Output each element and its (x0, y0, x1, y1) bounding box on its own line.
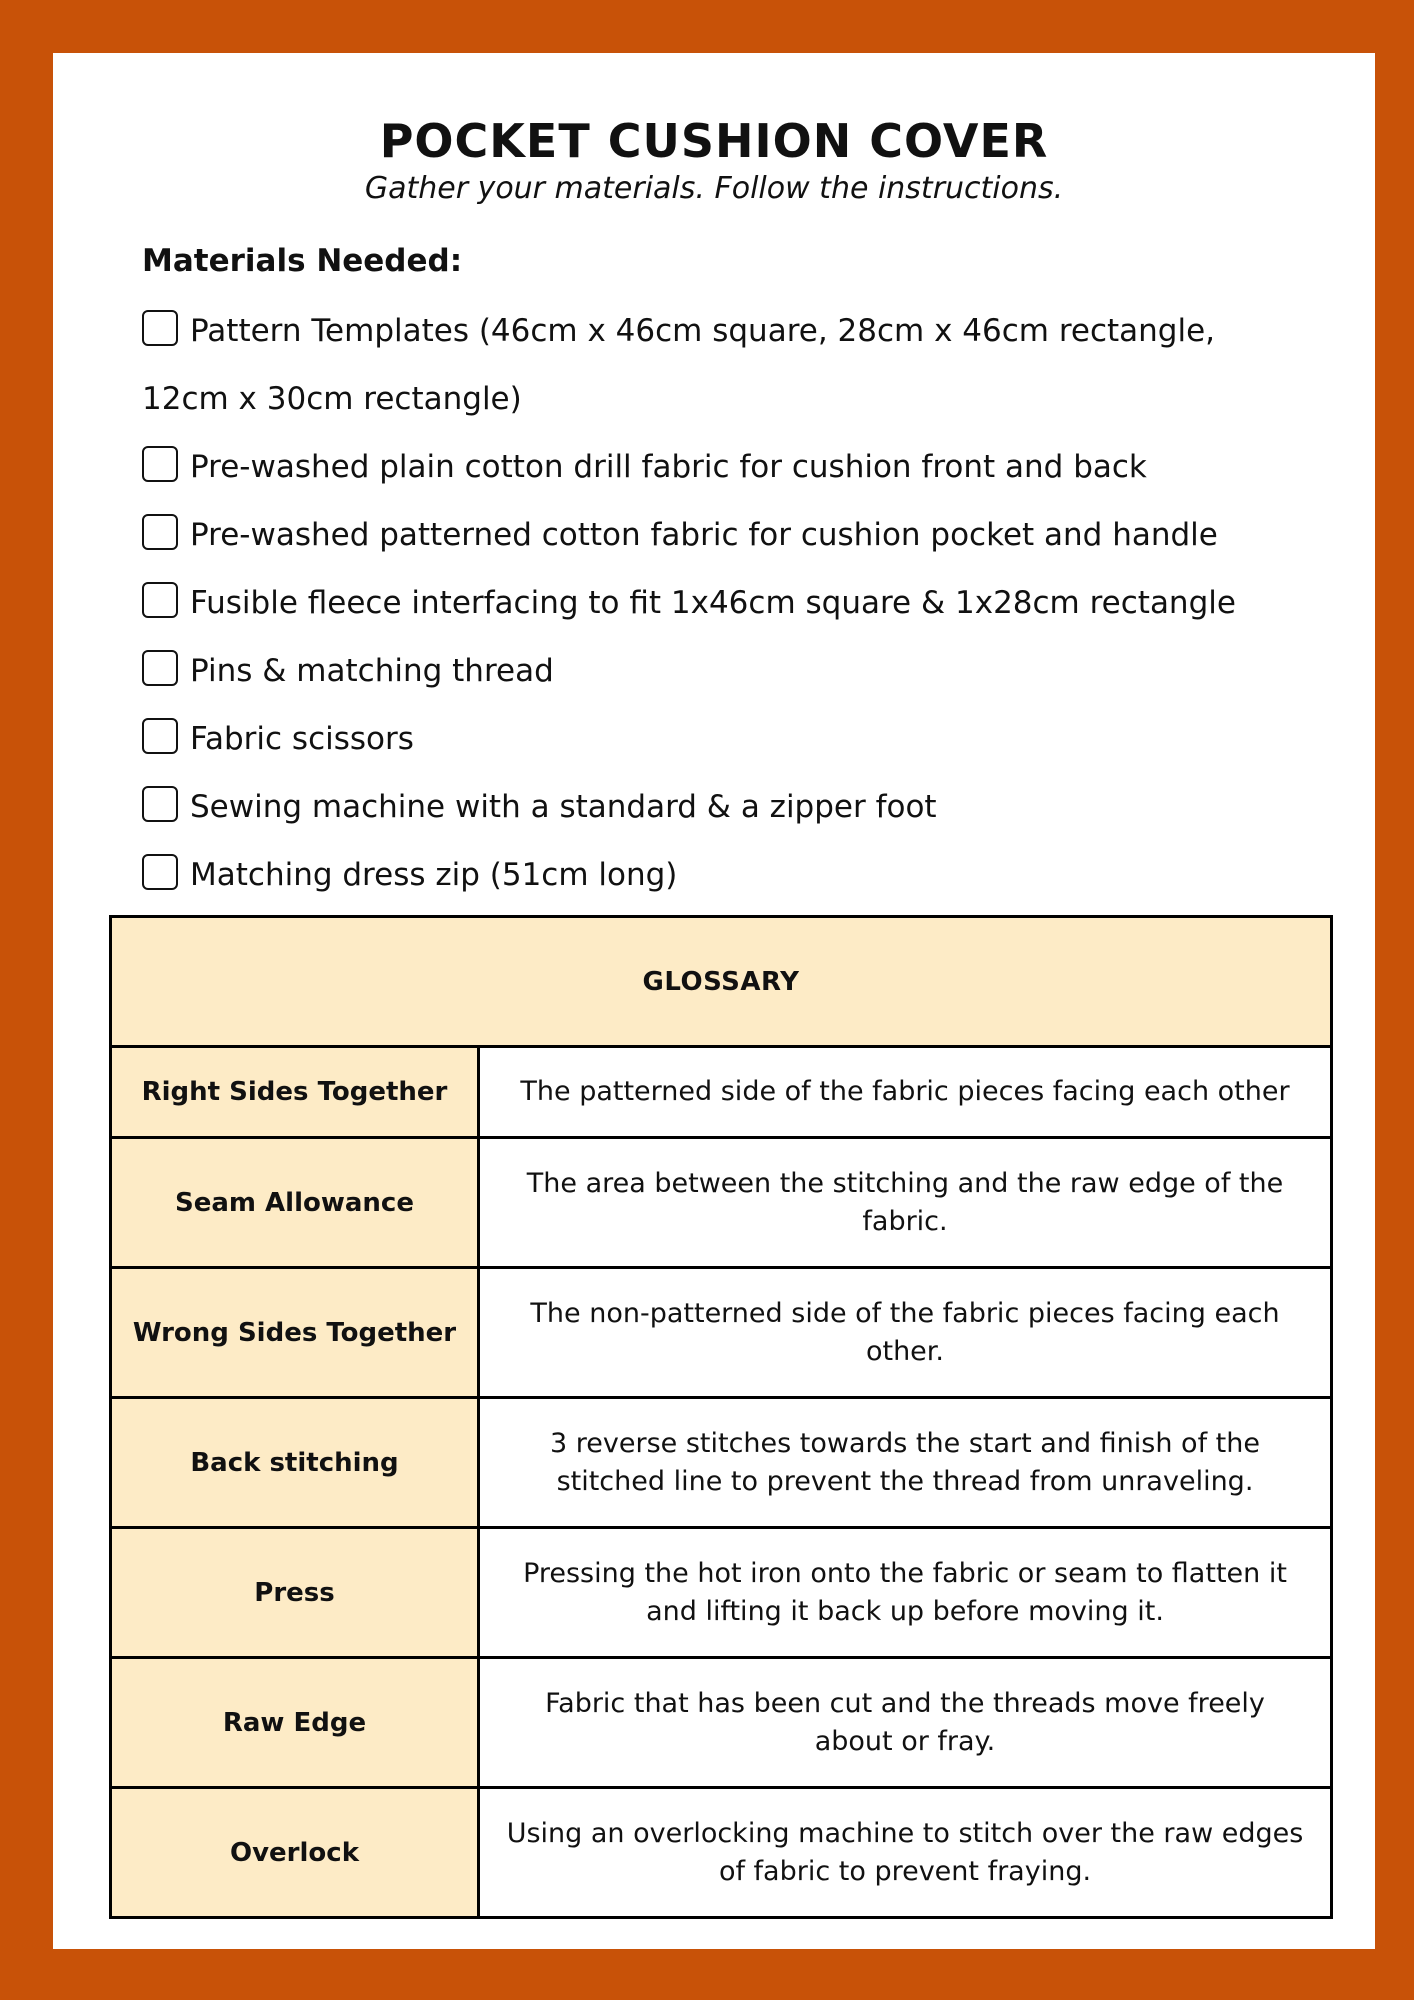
glossary-row (111, 1268, 1332, 1398)
material-checkbox[interactable] (142, 514, 178, 550)
glossary-heading: GLOSSARY (111, 917, 1332, 1047)
glossary-row (111, 1047, 1332, 1138)
glossary-term: Press (111, 1528, 479, 1658)
material-checkbox[interactable] (142, 310, 178, 346)
material-label: Sewing machine with a standard & a zipper foot (190, 789, 937, 825)
glossary-definition: 3 reverse stitches towards the start and finish of the stitched line to prevent the thread from unraveling. (479, 1398, 1332, 1528)
glossary-definition: The area between the stitching and the raw edge of the fabric. (479, 1138, 1332, 1268)
material-checkbox[interactable] (142, 718, 178, 754)
material-item-patterned-cotton (142, 501, 1302, 569)
material-label: Pattern Templates (46cm x 46cm square, 28cm x 46cm rectangle, 12cm x 30cm rectangle) (142, 313, 1216, 417)
material-label: Pins & matching thread (190, 653, 554, 689)
material-item-fusible-fleece (142, 569, 1302, 637)
glossary-term: Back stitching (111, 1398, 479, 1528)
glossary-definition: Fabric that has been cut and the threads move freely about or fray. (479, 1658, 1332, 1788)
material-item-dress-zip (142, 841, 1302, 909)
material-label: Pre-washed patterned cotton fabric for cushion pocket and handle (190, 517, 1218, 553)
glossary-term: Seam Allowance (111, 1138, 479, 1268)
glossary-row (111, 1658, 1332, 1788)
materials-heading: Materials Needed: (142, 243, 463, 279)
glossary-definition: The patterned side of the fabric pieces facing each other (479, 1047, 1332, 1138)
material-item-pins-thread (142, 637, 1302, 705)
material-checkbox[interactable] (142, 582, 178, 618)
materials-checklist (142, 297, 1302, 909)
page-subtitle: Gather your materials. Follow the instructions. (364, 171, 1064, 206)
glossary-row (111, 1138, 1332, 1268)
glossary-term: Wrong Sides Together (111, 1268, 479, 1398)
glossary-definition: Pressing the hot iron onto the fabric or seam to flatten it and lifting it back up before moving it. (479, 1528, 1332, 1658)
material-item-plain-cotton (142, 433, 1302, 501)
glossary-row (111, 1398, 1332, 1528)
glossary-row (111, 1788, 1332, 1918)
glossary-term: Raw Edge (111, 1658, 479, 1788)
material-checkbox[interactable] (142, 854, 178, 890)
material-label: Pre-washed plain cotton drill fabric for cushion front and back (190, 449, 1147, 485)
material-label: Matching dress zip (51cm long) (190, 857, 678, 893)
material-item-sewing-machine (142, 773, 1302, 841)
material-label: Fabric scissors (190, 721, 414, 757)
page-title: POCKET CUSHION COVER (379, 114, 1049, 168)
glossary-term: Right Sides Together (111, 1047, 479, 1138)
material-label: Fusible fleece interfacing to fit 1x46cm square & 1x28cm rectangle (190, 585, 1236, 621)
material-checkbox[interactable] (142, 650, 178, 686)
glossary-term: Overlock (111, 1788, 479, 1918)
glossary-definition: Using an overlocking machine to stitch over the raw edges of fabric to prevent fraying. (479, 1788, 1332, 1918)
material-item-fabric-scissors (142, 705, 1302, 773)
glossary-row (111, 1528, 1332, 1658)
worksheet-page (53, 53, 1375, 1949)
material-item-pattern-templates (142, 297, 1302, 433)
glossary-definition: The non-patterned side of the fabric pieces facing each other. (479, 1268, 1332, 1398)
material-checkbox[interactable] (142, 446, 178, 482)
glossary-table (109, 915, 1333, 1919)
material-checkbox[interactable] (142, 786, 178, 822)
